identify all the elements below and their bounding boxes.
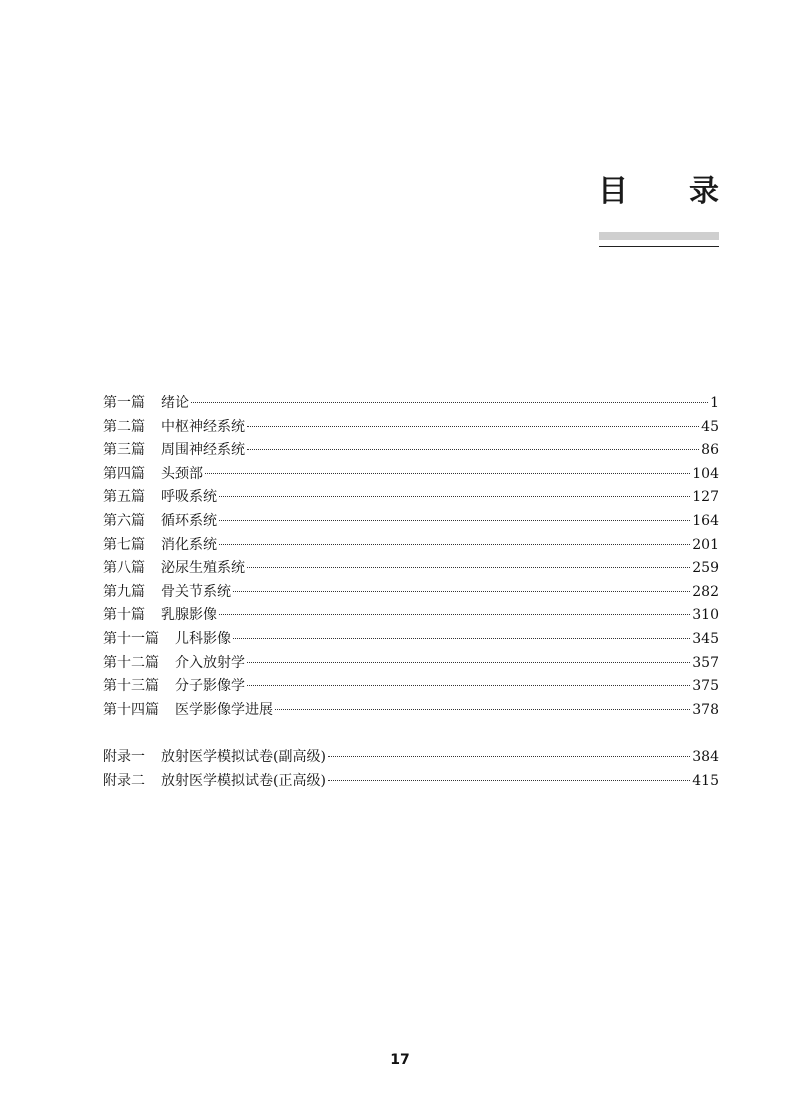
toc-part-label: 第十二篇	[103, 654, 159, 671]
toc-part-label: 第九篇	[103, 583, 145, 600]
chapter-list	[103, 392, 719, 722]
toc-page-number: 259	[692, 560, 719, 577]
toc-title: 介入放射学	[175, 654, 245, 671]
toc-part-label: 附录二	[103, 772, 145, 789]
toc-page-number: 164	[692, 512, 719, 529]
page-number: 17	[390, 1052, 410, 1068]
toc-leader-dots	[205, 472, 690, 474]
toc-page-number: 86	[701, 442, 719, 459]
toc-entry[interactable]	[103, 770, 719, 794]
toc-part-label: 第八篇	[103, 560, 145, 577]
toc-part-label: 附录一	[103, 749, 145, 766]
toc-leader-dots	[247, 661, 690, 663]
toc-leader-dots	[219, 495, 690, 497]
table-of-contents	[103, 392, 719, 794]
section-gap	[103, 722, 719, 746]
heading-char-2: 录	[689, 174, 719, 209]
toc-entry[interactable]	[103, 392, 719, 416]
toc-leader-dots	[247, 425, 699, 427]
toc-title: 中枢神经系统	[161, 418, 245, 435]
toc-leader-dots	[247, 566, 690, 568]
toc-title: 循环系统	[161, 512, 217, 529]
toc-entry[interactable]	[103, 581, 719, 605]
appendix-list	[103, 746, 719, 793]
toc-entry[interactable]	[103, 510, 719, 534]
toc-entry[interactable]	[103, 699, 719, 723]
toc-page-number: 127	[692, 489, 719, 506]
toc-title: 分子影像学	[175, 678, 245, 695]
toc-leader-dots	[328, 755, 690, 757]
toc-title: 泌尿生殖系统	[161, 560, 245, 577]
toc-part-label: 第十三篇	[103, 678, 159, 695]
toc-page-number: 384	[692, 749, 719, 766]
toc-title: 医学影像学进展	[175, 701, 273, 718]
toc-title: 绪论	[161, 395, 189, 411]
toc-entry[interactable]	[103, 463, 719, 487]
toc-part-label: 第十四篇	[103, 701, 159, 718]
toc-title: 呼吸系统	[161, 489, 217, 506]
toc-title: 放射医学模拟试卷(正高级)	[161, 772, 326, 789]
toc-part-label: 第五篇	[103, 489, 145, 506]
toc-page-number: 375	[692, 678, 719, 695]
toc-title: 放射医学模拟试卷(副高级)	[161, 749, 326, 766]
toc-part-label: 第三篇	[103, 442, 145, 459]
toc-entry[interactable]	[103, 604, 719, 628]
toc-page-number: 201	[692, 536, 719, 553]
toc-leader-dots	[219, 543, 690, 545]
toc-part-label: 第四篇	[103, 465, 145, 482]
toc-part-label: 第一篇	[103, 395, 145, 411]
toc-entry[interactable]	[103, 628, 719, 652]
toc-page-number: 104	[692, 465, 719, 482]
toc-part-label: 第十篇	[103, 607, 145, 624]
toc-part-label: 第十一篇	[103, 630, 159, 647]
toc-entry[interactable]	[103, 534, 719, 558]
toc-part-label: 第六篇	[103, 512, 145, 529]
toc-heading	[598, 168, 719, 208]
toc-page-number: 310	[692, 607, 719, 624]
toc-title: 头颈部	[161, 465, 203, 482]
toc-leader-dots	[275, 708, 690, 710]
toc-page-number: 357	[692, 654, 719, 671]
toc-leader-dots	[219, 519, 690, 521]
toc-leader-dots	[328, 779, 690, 781]
toc-title: 儿科影像	[175, 630, 231, 647]
toc-page-number: 282	[692, 583, 719, 600]
toc-page-number: 378	[692, 701, 719, 718]
toc-entry[interactable]	[103, 486, 719, 510]
toc-title: 周围神经系统	[161, 442, 245, 459]
toc-title: 骨关节系统	[161, 583, 231, 600]
toc-entry[interactable]	[103, 675, 719, 699]
toc-entry[interactable]	[103, 439, 719, 463]
toc-entry[interactable]	[103, 652, 719, 676]
toc-page-number: 345	[692, 630, 719, 647]
toc-entry[interactable]	[103, 746, 719, 770]
toc-page-number: 1	[710, 395, 719, 411]
toc-entry[interactable]	[103, 416, 719, 440]
toc-leader-dots	[247, 684, 690, 686]
toc-leader-dots	[247, 448, 699, 450]
toc-page-number: 45	[701, 418, 719, 435]
heading-thin-rule	[599, 246, 719, 247]
toc-leader-dots	[191, 401, 708, 403]
heading-gray-rule	[599, 232, 719, 240]
toc-part-label: 第二篇	[103, 418, 145, 435]
toc-page-number: 415	[692, 772, 719, 789]
toc-title: 消化系统	[161, 536, 217, 553]
toc-leader-dots	[219, 613, 690, 615]
toc-title: 乳腺影像	[161, 607, 217, 624]
toc-leader-dots	[233, 590, 690, 592]
toc-leader-dots	[233, 637, 690, 639]
toc-part-label: 第七篇	[103, 536, 145, 553]
toc-entry[interactable]	[103, 557, 719, 581]
heading-char-1: 目	[598, 174, 628, 209]
